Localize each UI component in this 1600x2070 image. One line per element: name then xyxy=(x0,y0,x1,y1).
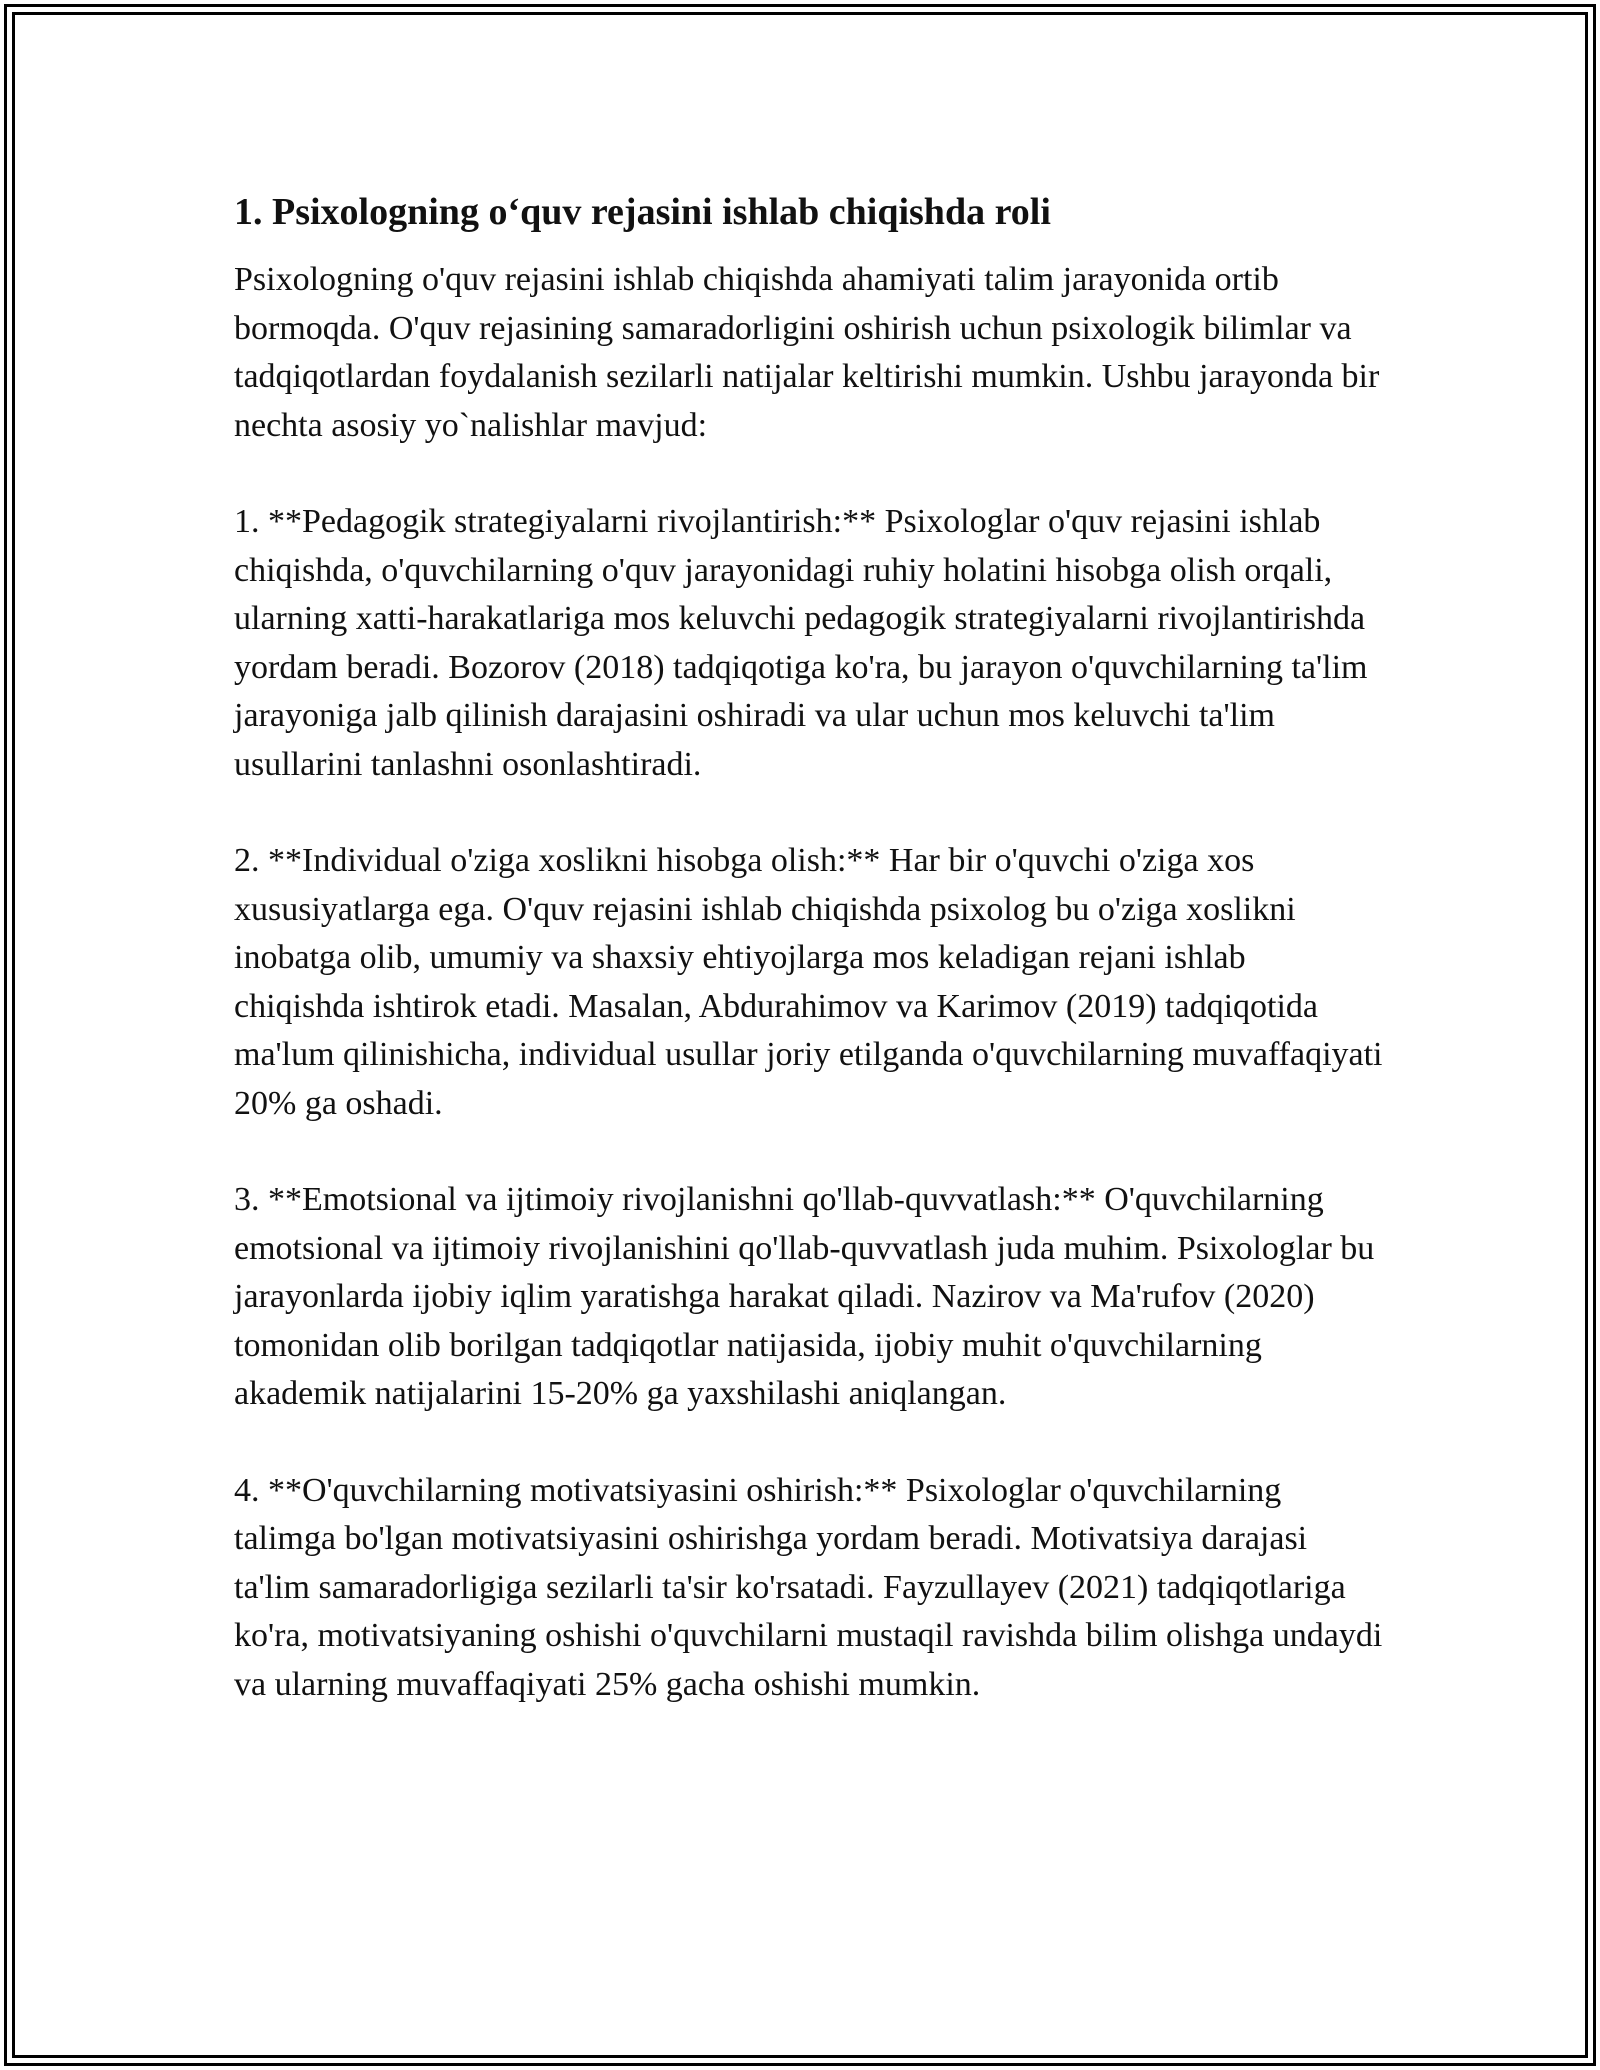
intro-paragraph: Psixologning o'quv rejasini ishlab chiqishda ahamiyati talim jarayonida ortib bormoqda. O'quv rejasining samaradorligini oshirish uchun psixologik bilimlar va tadqiqotlardan foydalanish sezilarli natijalar keltirishi mumkin. Ushbu jarayonda bir nechta asosiy yo`nalishlar mavjud: xyxy=(234,261,1380,444)
list-item-pedagogik: 1. **Pedagogik strategiyalarni rivojlantirish:** Psixologlar o'quv rejasini ishlab chiqishda, o'quvchilarning o'quv jarayonidagi ruhiy holatini hisobga olish orqali, ularning xatti-harakatlariga mos keluvchi pedagogik strategiyalarni rivojlantirishda yordam beradi. Bozorov (2018) tadqiqotiga ko'ra, bu jarayon o'quvchilarning ta'lim jarayoniga jalb qilinish darajasini oshiradi va ular uchun mos keluvchi ta'lim usullarini tanlashni osonlashtiradi. xyxy=(234,503,1368,783)
document-body xyxy=(234,186,1384,1709)
list-item-motivatsiya: 4. **O'quvchilarning motivatsiyasini oshirish:** Psixologlar o'quvchilarning talimga bo'lgan motivatsiyasini oshirishga yordam beradi. Motivatsiya darajasi ta'lim samaradorligiga sezilarli ta'sir ko'rsatadi. Fayzullayev (2021) tadqiqotlariga ko'ra, motivatsiyaning oshishi o'quvchilarni mustaqil ravishda bilim olishga undaydi va ularning muvaffaqiyati 25% gacha oshishi mumkin. xyxy=(234,1471,1383,1703)
list-item-emotsional: 3. **Emotsional va ijtimoiy rivojlanishni qo'llab-quvvatlash:** O'quvchilarning emotsional va ijtimoiy rivojlanishini qo'llab-quvvatlash juda muhim. Psixologlar bu jarayonlarda ijobiy iqlim yaratishga harakat qiladi. Nazirov va Ma'rufov (2020) tomonidan olib borilgan tadqiqotlar natijasida, ijobiy muhit o'quvchilarning akademik natijalarini 15-20% ga yaxshilashi aniqlangan. xyxy=(234,1181,1375,1412)
list-item-individual: 2. **Individual o'ziga xoslikni hisobga olish:** Har bir o'quvchi o'ziga xos xususiyatlarga ega. O'quv rejasini ishlab chiqishda psixolog bu o'ziga xoslikni inobatga olib, umumiy va shaxsiy ehtiyojlarga mos keladigan rejani ishlab chiqishda ishtirok etadi. Masalan, Abdurahimov va Karimov (2019) tadqiqotida ma'lum qilinishicha, individual usullar joriy etilganda o'quvchilarning muvaffaqiyati 20% ga oshadi. xyxy=(234,842,1383,1122)
section-title: 1. Psixologning o‘quv rejasini ishlab chiqishda roli xyxy=(234,191,1051,233)
